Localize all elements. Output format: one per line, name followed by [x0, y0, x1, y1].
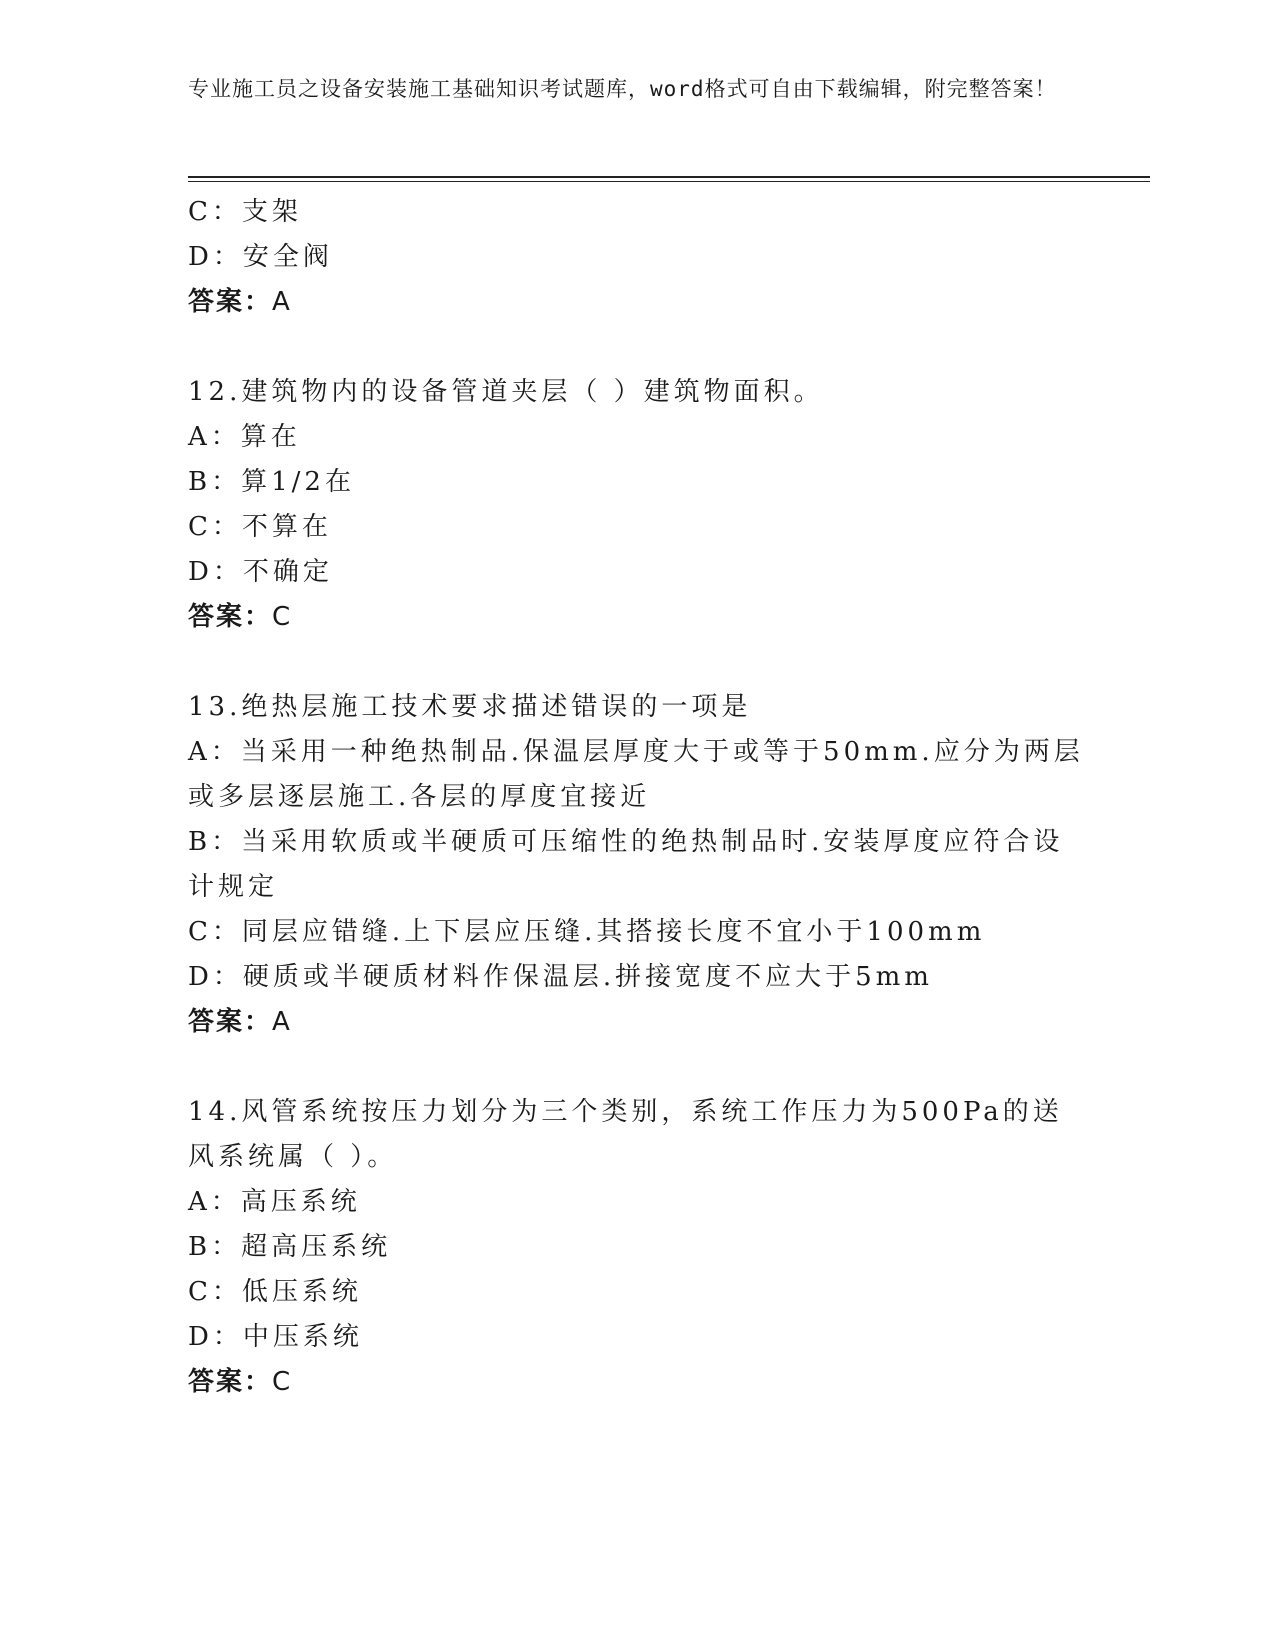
question-partial	[188, 190, 1088, 325]
option-a: A：当采用一种绝热制品.保温层厚度大于或等于50mm.应分为两层或多层逐层施工.各层的厚度宜接近	[188, 737, 1084, 812]
question-13	[188, 685, 1088, 1045]
answer-line	[188, 1000, 1088, 1045]
option-c: C：不算在	[188, 512, 332, 542]
answer-line	[188, 595, 1088, 640]
answer-value: C	[272, 1367, 293, 1397]
header-divider	[188, 176, 1150, 178]
option-d: D：安全阀	[188, 242, 333, 272]
answer-line	[188, 280, 1088, 325]
answer-line	[188, 1360, 1088, 1405]
option-d: D：硬质或半硬质材料作保温层.拼接宽度不应大于5mm	[188, 962, 933, 992]
answer-value: A	[272, 1007, 292, 1037]
answer-value: A	[272, 287, 292, 317]
option-c: C：支架	[188, 197, 302, 227]
option-b: B：超高压系统	[188, 1232, 392, 1262]
answer-label: 答案：	[188, 287, 273, 317]
spacer	[188, 640, 1088, 685]
question-stem: 14.风管系统按压力划分为三个类别，系统工作压力为500Pa的送风系统属（ ）。	[188, 1097, 1063, 1172]
header-divider-thin	[188, 181, 1150, 182]
option-d: D：中压系统	[188, 1322, 363, 1352]
answer-label: 答案：	[188, 1007, 273, 1037]
document-header	[188, 72, 1068, 106]
question-stem: 13.绝热层施工技术要求描述错误的一项是	[188, 692, 752, 722]
option-a: A：高压系统	[188, 1187, 361, 1217]
spacer	[188, 1045, 1088, 1090]
question-12	[188, 370, 1088, 640]
option-d: D：不确定	[188, 557, 333, 587]
answer-label: 答案：	[188, 1367, 273, 1397]
option-a: A：算在	[188, 422, 301, 452]
question-stem: 12.建筑物内的设备管道夹层（ ）建筑物面积。	[188, 377, 824, 407]
header-text: 专业施工员之设备安装施工基础知识考试题库，word格式可自由下载编辑，附完整答案！	[188, 77, 1057, 101]
option-c: C：同层应错缝.上下层应压缝.其搭接长度不宜小于100mm	[188, 917, 986, 947]
option-c: C：低压系统	[188, 1277, 362, 1307]
question-list	[188, 190, 1088, 1405]
question-14	[188, 1090, 1088, 1405]
spacer	[188, 325, 1088, 370]
answer-label: 答案：	[188, 602, 273, 632]
answer-value: C	[272, 602, 293, 632]
option-b: B：当采用软质或半硬质可压缩性的绝热制品时.安装厚度应符合设计规定	[188, 827, 1064, 902]
option-b: B：算1/2在	[188, 467, 355, 497]
